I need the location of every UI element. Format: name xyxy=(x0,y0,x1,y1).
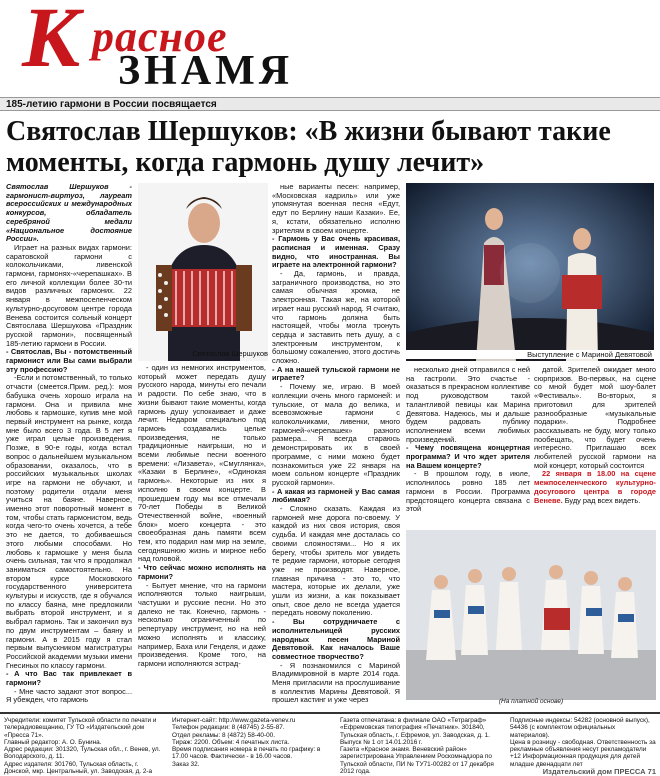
imprint-line: Время подписания номера в печать по графику: в 17.00 часов. Фактически - в 16.00 часов. xyxy=(172,746,321,761)
stage-performance-image xyxy=(406,183,654,361)
publisher-logo: Издательский дом ПРЕССА 71 xyxy=(542,767,656,776)
imprint-line: Заказ 32. xyxy=(172,760,200,768)
paragraph: несколько дней отправился с ней на гастроли. Это счастье - оказаться в прекрасном коллективе под руководством такой талантливой певицы как Марина Девятова. Надеюсь, мы и дальше будем радовать публику исполнением всеми любимых произведений. xyxy=(406,366,530,444)
imprint-col-3 xyxy=(340,717,502,775)
paragraph: - Сложно сказать. Каждая из гармоней мне дорога по-своему. У каждой из них своя история, своя судьба. И каждая мне досталась со своими сложностями... Но я их берегу, чтобы зритель мог увидеть те редкие гармони, которые сегодня уже не производят. Наверное, главная причина - это то, что мастера, которые их делали, уже ушли из жизни, а как показывает опыт, свое дело не всегда удается передать новому поколению. xyxy=(272,504,400,618)
article-column-1 xyxy=(6,183,132,710)
imprint-footer xyxy=(0,712,660,776)
lead-paragraph: Святослав Шершуков - гармонист-виртуоз, лауреат всероссийских и международных конкурсов, обладатель серебряной медали «Национальное достояние России». xyxy=(6,183,132,244)
paragraph: -Если и потомственный, то только отчасти (смеется.Прим. ред.): моя бабушка очень хорошо играла на гармони. Она и привила мне любовь к гармошке, купив мне мой первый инструмент на рынке, когда мне было всего 3 года. В 5 лет я уже играл целые произведения. Позже, в 90-е годы, когда встал вопрос о дальнейшем музыкальном образовании, оказалось, что в российских музыкальных школах игре на гармони не обучают, и поэтому родители отдали меня учиться на баяне. Наверное, именно этот поворотный момент в том, чтобы стать гармонистом, ведь когда чего-то очень хочется, а тебе это не дается, то добиваешься этого любыми способами. Но любовь к гармошке у меня была очень сильная, так что я продолжал заниматься самостоятельно. На втором курсе Московского государственного университета культуры и искусств, где я обучался по классу баяна, мне предложили выбрать второй инструмент, и я выбрал гармонь. Так и закончил вуз по двум инструментам – баяну и гармони. А в 2015 году я стал первым выпускником магистратуры Российской академии музыки имени Гнесиных по классу гармони. xyxy=(6,373,132,670)
imprint-line: Интернет-сайт: http://www.gazeta-venev.ru xyxy=(172,717,296,724)
paragraph: - В прошлом году, в июле, исполнилось ровно 185 лет гармони в России. Программа предстоящего концерта связана с этой xyxy=(406,469,530,514)
paragraph: ные варианты песен: например, «Московская кадриль» или уже упомянутая военная песня «Едут, едут по Берлину наши Казаки». Ее, я, кстати, обязательно исполню зрителям в своем концерте. xyxy=(272,183,400,235)
article-column-3 xyxy=(272,183,400,710)
question: - Чему посвящена концертная программа? И что ждет зрителя на Вашем концерте? xyxy=(406,443,530,470)
imprint-line: Отдел рекламы: 8 (4872) 58-40-00. xyxy=(172,731,275,739)
masthead xyxy=(0,0,660,100)
paragraph: - Я познакомился с Мариной Владимировной в марте 2014 года. Меня пригласили на прослушивание в коллектив Марины Девятовой. Я прошел кастинг и уже через xyxy=(272,660,400,705)
imprint-col-4 xyxy=(510,717,656,775)
imprint-line: Газета «Красное знамя. Веневский район» зарегистрирована Управлением Роскомнадзора по Тульской области, ПИ № ТУ71-00282 от 17 декабря 2012 года. xyxy=(340,746,494,776)
question: - Святослав, Вы - потомственный гармонист или Вы сами выбрали эту профессию? xyxy=(6,347,132,374)
question: - Вы сотрудничаете с исполнительницей русских народных песен Мариной Девятовой. Как началось Ваше совместное творчество? xyxy=(272,617,400,661)
imprint-col-1 xyxy=(4,717,164,775)
ensemble-group-image xyxy=(406,530,656,700)
photo-caption: Выступление с Мариной Девятовой xyxy=(406,350,654,359)
closing-line: Буду рад всех видеть. xyxy=(564,495,641,505)
question: - А какая из гармоней у Вас самая любимая? xyxy=(272,486,400,505)
photo-caption: (На платной основе) xyxy=(498,698,564,705)
question: - А что Вас так привлекает в гармони? xyxy=(6,669,132,688)
article-column-5 xyxy=(534,366,656,528)
masthead-word2: ЗНАМЯ xyxy=(118,48,294,94)
concert-date-highlight: 22 января в 18.00 на сцене межпоселенческого культурно-досугового центра в городе Веневе. xyxy=(534,469,656,505)
imprint-line: Адрес издателя: 301760, Тульская область, г. Донской, мкр. Центральный, ул. Заводская, д. 2-а xyxy=(4,760,153,776)
paragraph: - Да, гармонь, и правда, заграничного производства, но это самая обычная хромка, не электронная. Такая же, на которой играет наш русский народ. Я считаю, что гармонь должна быть настоящей, чтобы могла тронуть сердца и заставить петь душу, а с электронным инструментом, к большому сожалению, этого достичь сложно. xyxy=(272,269,400,366)
paragraph: - Почему же, играю. В моей коллекции очень много гармоней: и тульские, от мала до велика, и всевозможные гармони с колокольчиками, ливенки, много гармоней-«черепашек» разного размера... Я всегда стараюсь демонстрировать их в своей программе, с ними можно будет познакомиться уже 22 января на моем сольном концерте «Праздник русской гармони». xyxy=(272,382,400,487)
masthead-letter: К xyxy=(22,0,81,85)
masthead-word1: расное xyxy=(92,12,228,61)
imprint-line: Подписные индексы: 54282 (основной выпуск), 54436 (с комплектом официальных материалов). xyxy=(510,717,650,739)
question: - А на нашей тульской гармони не играете? xyxy=(272,364,400,383)
article-column-2 xyxy=(138,364,266,710)
paragraph: датой. Зрителей ожидает много сюрпризов. Во-первых, на сцене со мной будет мой шоу-балет «Фестиваль». Во-вторых, я приготовил для зрителей разнообразные «музыкальные подарки». Подробнее рассказывать не буду, могу только пообещать, что будет очень интересно. Приглашаю всех любителей русской гармони на мой концерт, который состоится xyxy=(534,366,656,470)
imprint-line: +12 Информационная продукция для детей младше двенадцати лет xyxy=(510,753,641,768)
imprint-line: Тираж: 2200. Объем: 4 печатных листа. xyxy=(172,738,290,746)
ensemble-photo xyxy=(406,530,656,708)
imprint-col-2 xyxy=(172,717,332,768)
paragraph: - один из немногих инструментов, который может передать душу русского народа, минуты его печали и радости. По себе знаю, что в жизни бывают такие моменты, когда гармонь душу успокаивает и даже лечит. Недаром специально под гармонь создавались целые произведения, не только традиционные наигрыши, но и всеми любимые песни военного времени: «Лизавета», «Смуглянка», «Казаки в Берлине», «Одинокая гармонь». Некоторые из них я исполню в своем концерте. В прошедшем году мы все отмечали 70-лет Победы в Великой Отечественной войне, «военный блок» моего концерта - это своеобразная дань памяти всем тем, кто подарил нам мир на земле, сегодняшнюю жизнь и мирное небо над головой. xyxy=(138,364,266,564)
imprint-line: Учредители: комитет Тульской области по печати и телерадиовещанию, ГУ ТО «Издательский дом «Пресса 71». xyxy=(4,717,157,739)
accordion-player-image xyxy=(138,183,268,361)
paragraph: - Бытует мнение, что на гармони исполняются только наигрыши, частушки и русские песни. Но это далеко не так. Конечно, гармонь - несколько ограниченный по репертуару инструмент, но на ней можно исполнять и классику, например, Баха или Генделя, и даже произведения. Кроме того, на гармони исполняются эстрад- xyxy=(138,580,266,668)
portrait-photo xyxy=(138,183,268,361)
imprint-line: Телефон редакции: 8 (48745) 2-55-87. xyxy=(172,724,285,732)
stage-photo xyxy=(406,183,654,361)
article-column-4 xyxy=(406,366,530,528)
imprint-line: Адрес редакции: 301320, Тульская обл., г. Венев, ул. Володарского, д. 11. xyxy=(4,746,161,761)
paragraph: - Мне часто задают этот вопрос... Я убежден, что гармонь xyxy=(6,686,132,705)
topic-bar: 185-летию гармони в России посвящается xyxy=(0,97,660,111)
imprint-line: Цена в розницу - свободная. Ответственность за рекламные объявления несут рекламодатели xyxy=(510,738,656,754)
paragraph: Играет на разных видах гармони: саратовской гармони с колокольчиками, ливенской гармони, гармонях-«черепашках». В его личной коллекции более 30-ти видов различных гармоних. 22 января в межпоселенческом культурно-досуговом центре города Венева состоится сольный концерт Святослава Шершукова «Праздник русской гармони», посвященный 185-летию гармони в России. xyxy=(6,242,132,348)
headline: Святослав Шершуков: «В жизни бывают такие моменты, когда гармонь душу лечит» xyxy=(6,116,611,178)
photo-caption: Святослав Шершуков xyxy=(192,349,268,358)
question: - Что сейчас можно исполнять на гармони? xyxy=(138,563,266,581)
question: - Гармонь у Вас очень красивая, расписная и именная. Сразу видно, что иностранная. Вы играете на электронной гармони? xyxy=(272,234,400,270)
imprint-line: Газета отпечатана: в филиале ОАО «Тетраграф» «Ефремовская типография «Печатник». 301840, Тульская область, г. Ефремов, ул. Заводская, д. 1. Выпуск № 1 от 14.01.2016 г. xyxy=(340,717,490,746)
imprint-line: Главный редактор: А. О. Бунина. xyxy=(4,738,102,746)
